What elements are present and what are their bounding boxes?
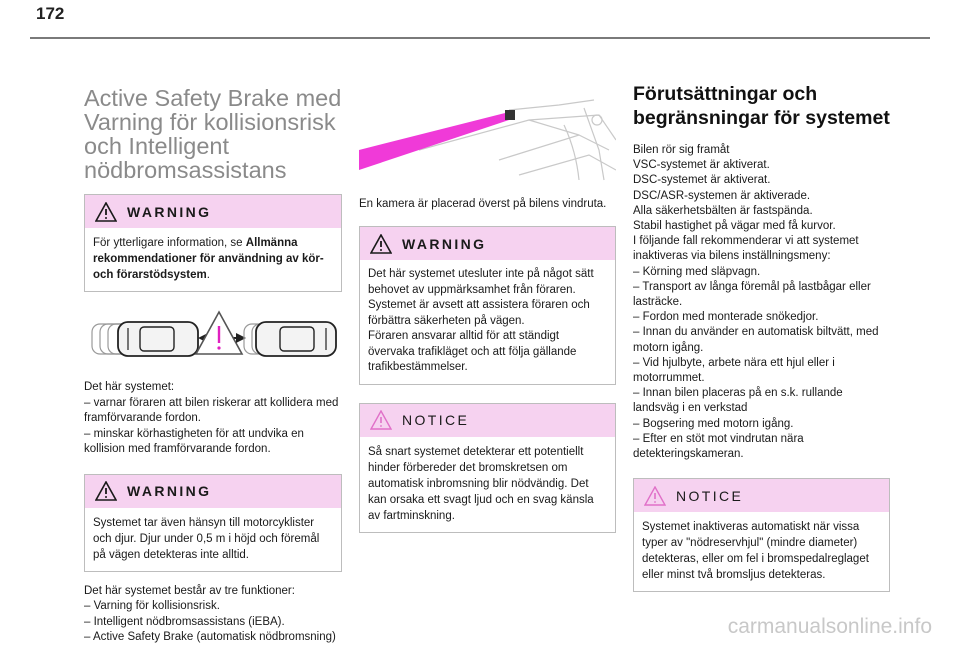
warning-triangle-icon [370,234,392,254]
manual-section-reference: Allmänna rekommendationer för användning av kör- och förarstödsystem [93,237,324,281]
warning-label: WARNING [402,235,487,252]
warning-text: Systemet tar även hänsyn till motorcyklister och djur. Djur under 0,5 m i höjd och föremål på vägen detekteras inte alltid. [93,516,320,561]
warning-text: Det här systemet utesluter inte på något sätt behovet av uppmärksamhet från föraren. Systemet är avsett att assistera föraren och förbättra säkerheten på vägen. Föraren ansvarar alltid för att ständigt övervaka trafikläget och att följa gällande trafikbestämmelser. [368,268,594,373]
warning-text-part: För ytterligare information, se [93,237,246,249]
notice-box-2 [633,478,890,592]
camera-icon [505,110,515,120]
warning-triangle-icon [95,481,117,501]
page-number: 172 [36,4,65,23]
warning-box-1 [84,194,342,292]
ego-car-icon [118,322,198,356]
notice-label: NOTICE [402,412,470,428]
windscreen-camera-illustration [359,80,616,190]
collision-illustration [84,308,342,368]
section-title-conditions: Förutsättningar och begränsningar för systemet [633,83,890,129]
notice-text: Så snart systemet detekterar ett potentiellt hinder förbereder det bromskretsen om automatisk inbromsning blir nödvändig. Det kan orsaka ett svagt ljud och en svag känsla av fartminskning. [368,445,594,522]
section-title: Active Safety Brake med Varning för kollisionsrisk och Intelligent nödbromsassistans [84,85,342,183]
warning-box-3 [359,226,616,385]
warning-text-end: . [206,269,210,281]
warning-header [85,475,341,508]
column-3 [633,80,890,592]
system-description: Det här systemet: – varnar föraren att bilen riskerar att kollidera med framförvarande fordon. – minskar körhastigheten för att undvika en kollision med framförvarande fordon. [84,381,339,455]
warning-box-2 [84,474,342,572]
header-rule [30,37,930,39]
warning-header [85,195,341,228]
column-2 [359,80,616,533]
camera-caption: En kamera är placerad överst på bilens vindruta. [359,198,607,210]
functions-list: Det här systemet består av tre funktioner: – Varning för kollisionsrisk. – Intelligent nödbromsassistans (iEBA). – Active Safety Brake (automatisk nödbromsning) [84,584,336,643]
notice-text: Systemet inaktiveras automatiskt när vissa typer av "nödreservhjul" (mindre diameter) detekteras, eller om fel i bromspedalreglaget eller minst två bromsljus detekteras. [642,521,869,582]
front-car-icon [256,322,336,356]
watermark: carmanualsonline.info [727,615,932,638]
warning-label: WARNING [127,203,212,220]
conditions-list: Bilen rör sig framåt VSC-systemet är aktiverat. DSC-systemet är aktiverat. DSC/ASR-systemen är aktiverade. Alla säkerhetsbälten är fastspända. Stabil hastighet på vägar med få kurvor. I följande fall rekommenderar vi att systemet inaktiveras via bilens inställningsmeny: – Körning med släpvagn. – Transport av långa föremål på lastbågar eller lasträcke. – Fordon med monterade snökedjor. – Innan du använder en automatisk biltvätt, med motorn igång. – Vid hjulbyte, arbete nära ett hjul eller i motorrummet. – Innan bilen placeras på en s.k. rullande landsväg i en verkstad – Bogsering med motorn igång. – Efter en stöt mot vindrutan nära detekteringskameran. [633,144,879,461]
notice-box-1 [359,403,616,533]
warning-header [360,227,615,260]
warning-triangle-icon [95,202,117,222]
notice-header [634,479,889,512]
camera-beam [359,112,509,170]
notice-triangle-icon [370,410,392,430]
column-1 [84,80,342,646]
warning-label: WARNING [127,483,212,499]
warning-text [85,228,341,291]
notice-label: NOTICE [676,487,744,504]
collision-warning-icon [196,312,242,354]
notice-triangle-icon [644,486,666,506]
notice-header [360,404,615,437]
